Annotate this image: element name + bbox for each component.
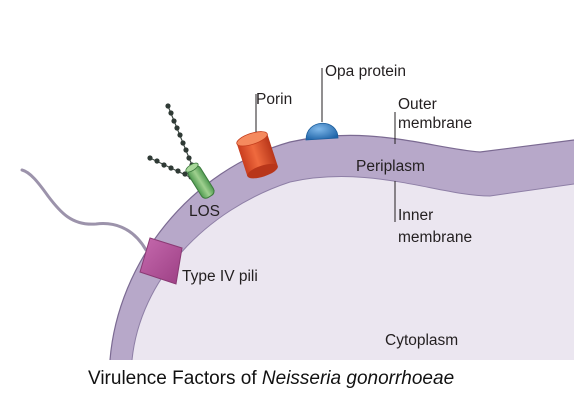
cytoplasm-label: Cytoplasm [385,332,459,349]
outer-membrane-label-line1: Outer [398,96,437,113]
pili-filament [22,170,146,250]
type-iv-pili-label: Type IV pili [182,268,258,285]
caption-organism: Neisseria gonorrhoeae [261,368,455,389]
periplasm-label: Periplasm [356,158,425,175]
porin-label: Porin [256,91,293,108]
caption-prefix: Virulence Factors of [88,368,262,389]
los-label: LOS [189,203,221,220]
opa-protein-dome [306,123,338,140]
outer-membrane-label-line2: membrane [398,115,473,132]
inner-membrane-label-line1: Inner [398,207,434,224]
opa-protein-label: Opa protein [325,63,406,80]
inner-membrane-label-line2: membrane [398,229,473,246]
figure-caption [88,368,454,390]
